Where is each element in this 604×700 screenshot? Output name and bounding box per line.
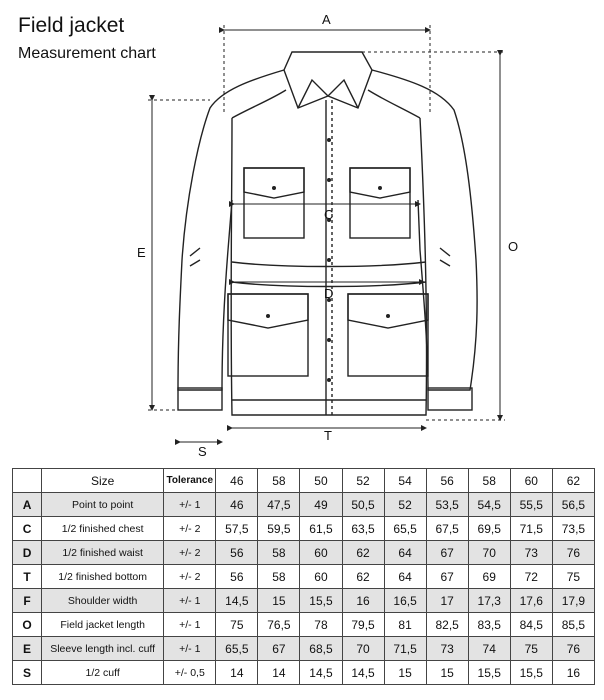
row-value: 67: [426, 541, 468, 565]
row-value: 57,5: [216, 517, 258, 541]
header-size: Size: [42, 469, 164, 493]
row-value: 76: [552, 637, 594, 661]
row-value: 67: [258, 637, 300, 661]
row-code: O: [13, 613, 42, 637]
placket-buttons: [266, 138, 390, 382]
header-size-value: 54: [384, 469, 426, 493]
header-size-value: 60: [510, 469, 552, 493]
label-s: S: [198, 444, 207, 459]
table-row: [13, 517, 595, 541]
row-tolerance: +/- 2: [164, 517, 216, 541]
header-size-value: 52: [342, 469, 384, 493]
row-value: 17: [426, 589, 468, 613]
row-value: 47,5: [258, 493, 300, 517]
row-value: 55,5: [510, 493, 552, 517]
label-d: D: [324, 286, 334, 301]
row-value: 82,5: [426, 613, 468, 637]
row-value: 15: [426, 661, 468, 685]
row-value: 64: [384, 565, 426, 589]
label-t: T: [324, 428, 332, 443]
row-value: 68,5: [300, 637, 342, 661]
header-size-value: 46: [216, 469, 258, 493]
row-value: 14: [216, 661, 258, 685]
row-value: 79,5: [342, 613, 384, 637]
table-header-row: [13, 469, 595, 493]
row-value: 17,3: [468, 589, 510, 613]
row-value: 16,5: [384, 589, 426, 613]
row-label: Shoulder width: [42, 589, 164, 613]
row-label: 1/2 finished waist: [42, 541, 164, 565]
row-value: 75: [216, 613, 258, 637]
row-value: 15: [384, 661, 426, 685]
row-value: 73: [426, 637, 468, 661]
row-value: 70: [342, 637, 384, 661]
row-value: 15,5: [510, 661, 552, 685]
header-tolerance: Tolerance: [164, 469, 216, 493]
row-value: 17,6: [510, 589, 552, 613]
label-c: C: [324, 207, 334, 222]
row-value: 65,5: [216, 637, 258, 661]
row-label: Sleeve length incl. cuff: [42, 637, 164, 661]
row-code: F: [13, 589, 42, 613]
row-value: 15,5: [300, 589, 342, 613]
row-value: 14,5: [300, 661, 342, 685]
row-value: 67,5: [426, 517, 468, 541]
row-value: 60: [300, 541, 342, 565]
row-value: 78: [300, 613, 342, 637]
page-subtitle: Measurement chart: [18, 45, 156, 62]
row-value: 59,5: [258, 517, 300, 541]
row-value: 81: [384, 613, 426, 637]
row-value: 14: [258, 661, 300, 685]
row-value: 50,5: [342, 493, 384, 517]
header-size-value: 62: [552, 469, 594, 493]
row-value: 76: [552, 541, 594, 565]
row-value: 46: [216, 493, 258, 517]
row-value: 76,5: [258, 613, 300, 637]
row-value: 75: [510, 637, 552, 661]
label-a: A: [322, 12, 331, 27]
row-value: 67: [426, 565, 468, 589]
row-code: A: [13, 493, 42, 517]
measurement-table: [12, 468, 595, 685]
row-value: 56,5: [552, 493, 594, 517]
row-value: 64: [384, 541, 426, 565]
row-label: 1/2 finished chest: [42, 517, 164, 541]
header-size-value: 56: [426, 469, 468, 493]
measurement-rows: [13, 493, 595, 685]
row-value: 14,5: [342, 661, 384, 685]
jacket-outline: [178, 52, 477, 415]
row-value: 52: [384, 493, 426, 517]
row-tolerance: +/- 1: [164, 613, 216, 637]
row-value: 69,5: [468, 517, 510, 541]
row-value: 71,5: [510, 517, 552, 541]
row-value: 14,5: [216, 589, 258, 613]
row-tolerance: +/- 2: [164, 565, 216, 589]
row-value: 62: [342, 565, 384, 589]
row-value: 84,5: [510, 613, 552, 637]
row-value: 75: [552, 565, 594, 589]
table-row: [13, 493, 595, 517]
row-code: T: [13, 565, 42, 589]
row-value: 73,5: [552, 517, 594, 541]
row-value: 85,5: [552, 613, 594, 637]
row-value: 53,5: [426, 493, 468, 517]
row-value: 74: [468, 637, 510, 661]
row-value: 63,5: [342, 517, 384, 541]
label-e: E: [137, 245, 146, 260]
page-title: Field jacket: [18, 14, 125, 37]
row-code: D: [13, 541, 42, 565]
row-value: 15,5: [468, 661, 510, 685]
row-value: 70: [468, 541, 510, 565]
header-size-value: 50: [300, 469, 342, 493]
row-value: 54,5: [468, 493, 510, 517]
row-value: 17,9: [552, 589, 594, 613]
table-row: [13, 541, 595, 565]
row-label: 1/2 cuff: [42, 661, 164, 685]
row-value: 16: [342, 589, 384, 613]
row-tolerance: +/- 1: [164, 493, 216, 517]
row-tolerance: +/- 1: [164, 589, 216, 613]
row-tolerance: +/- 0,5: [164, 661, 216, 685]
row-value: 56: [216, 565, 258, 589]
row-label: Field jacket length: [42, 613, 164, 637]
row-code: E: [13, 637, 42, 661]
table-row: [13, 613, 595, 637]
table-row: [13, 589, 595, 613]
header-size-value: 58: [258, 469, 300, 493]
row-value: 65,5: [384, 517, 426, 541]
row-label: 1/2 finished bottom: [42, 565, 164, 589]
row-value: 56: [216, 541, 258, 565]
row-tolerance: +/- 1: [164, 637, 216, 661]
row-value: 62: [342, 541, 384, 565]
table-row: [13, 637, 595, 661]
row-tolerance: +/- 2: [164, 541, 216, 565]
row-value: 60: [300, 565, 342, 589]
header-code-cell: [13, 469, 42, 493]
table-row: [13, 565, 595, 589]
row-value: 72: [510, 565, 552, 589]
header-size-value: 58: [468, 469, 510, 493]
row-value: 73: [510, 541, 552, 565]
row-label: Point to point: [42, 493, 164, 517]
row-code: C: [13, 517, 42, 541]
row-code: S: [13, 661, 42, 685]
row-value: 83,5: [468, 613, 510, 637]
row-value: 16: [552, 661, 594, 685]
row-value: 49: [300, 493, 342, 517]
row-value: 15: [258, 589, 300, 613]
label-o: O: [508, 239, 519, 254]
row-value: 58: [258, 541, 300, 565]
row-value: 61,5: [300, 517, 342, 541]
row-value: 71,5: [384, 637, 426, 661]
table-row: [13, 661, 595, 685]
row-value: 69: [468, 565, 510, 589]
row-value: 58: [258, 565, 300, 589]
